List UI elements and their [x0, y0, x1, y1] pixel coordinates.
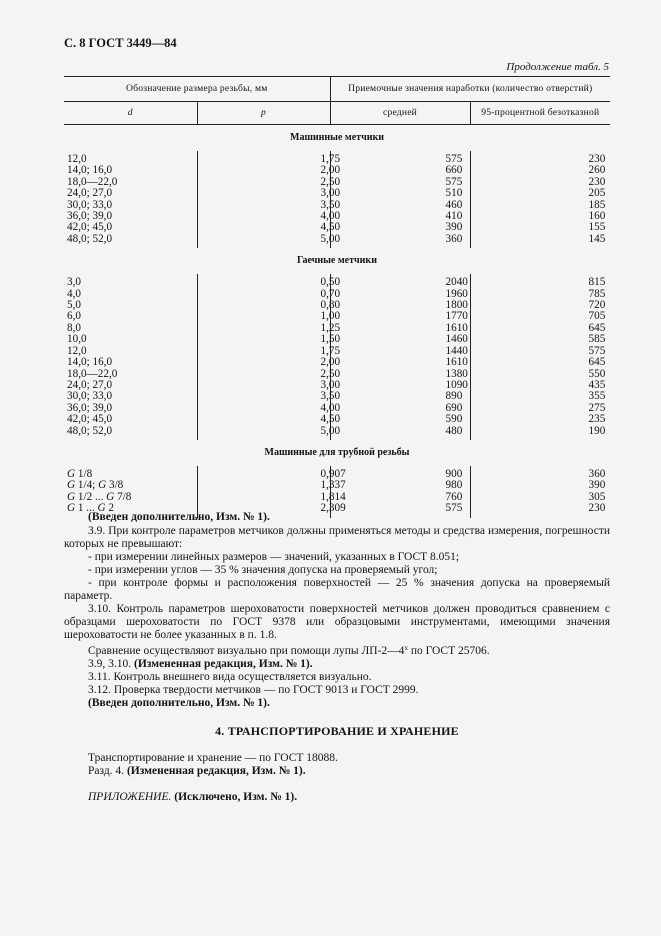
table-cell: 645	[470, 323, 610, 334]
table-cell: 18,0—22,0	[67, 367, 118, 380]
table-cell: 3,50	[197, 391, 330, 402]
table-cell: 390	[330, 222, 470, 233]
table-cell: 815	[470, 274, 610, 288]
table-cell: 30,0; 33,0	[67, 390, 113, 403]
table-cell: 6,0	[67, 310, 81, 323]
table-cell: 30,0; 33,0	[67, 198, 113, 211]
table-cell: 1770	[330, 311, 470, 322]
table-cell: 2,00	[197, 357, 330, 368]
table-cell: 230	[470, 177, 610, 188]
table-cell: 1610	[330, 323, 470, 334]
header-d: d	[64, 102, 197, 125]
note-added-1: (Введен дополнительно, Изм. № 1).	[88, 511, 270, 523]
table-cell: 2,50	[197, 369, 330, 380]
table-cell: 590	[330, 414, 470, 425]
table-cell: 1460	[330, 334, 470, 345]
bullet-angles: - при измерении углов — 35 % значения допуска на проверяемый угол;	[88, 564, 438, 576]
para-3-10: 3.10. Контроль параметров шероховатости поверхностей метчиков должен проводиться сравнением с образцами шероховатости по ГОСТ 9378 или образцовыми инструментами, имеющими значения шероховатости не более указанных в п. 1.8.	[64, 603, 610, 641]
table-row	[64, 414, 610, 425]
table-cell: 230	[470, 151, 610, 165]
table-cell: 48,0; 52,0	[67, 232, 113, 245]
table-row	[64, 357, 610, 368]
table-cell: 390	[470, 480, 610, 491]
table-cell: 900	[330, 466, 470, 480]
table-cell: 14,0; 16,0	[67, 356, 113, 369]
table-cell: 3,50	[197, 200, 330, 211]
para-compare: Сравнение осуществляют визуально при помощи лупы ЛП-2—4$^x$ по ГОСТ 25706.	[88, 644, 490, 657]
section-title: Машинные метчики	[290, 132, 384, 143]
table-cell: 1,25	[197, 323, 330, 334]
table-cell: 575	[330, 503, 470, 517]
table-cell: 1,50	[197, 334, 330, 345]
table-cell: 2,309	[197, 503, 330, 517]
table-cell: 645	[470, 357, 610, 368]
table-continuation-label: Продолжение табл. 5	[506, 61, 609, 73]
para-razd-4: Разд. 4. (Измененная редакция, Изм. № 1).	[88, 765, 306, 777]
table-cell: 1090	[330, 380, 470, 391]
table-cell: 5,00	[197, 426, 330, 440]
table-cell: 575	[330, 151, 470, 165]
table-cell: 1,337	[197, 480, 330, 491]
table-cell: 575	[330, 177, 470, 188]
table-cell: G 1/2 ... G 7/8	[67, 490, 132, 503]
table-cell: 42,0; 45,0	[67, 413, 113, 426]
table-cell: 4,00	[197, 211, 330, 222]
para-appendix: ПРИЛОЖЕНИЕ. (Исключено, Изм. № 1).	[88, 791, 298, 803]
table-cell: 3,00	[197, 380, 330, 391]
table-cell: 4,50	[197, 414, 330, 425]
table-cell: 1960	[330, 289, 470, 300]
table-cell: 1800	[330, 300, 470, 311]
table-cell: 435	[470, 380, 610, 391]
table-cell: 1,75	[197, 151, 330, 165]
table-cell: 460	[330, 200, 470, 211]
para-3-12: 3.12. Проверка твердости метчиков — по ГОСТ 9013 и ГОСТ 2999.	[88, 684, 419, 696]
bullet-form: - при контроле формы и расположения поверхностей — 25 % значения допуска на проверяемый параметр.	[64, 577, 610, 602]
table-cell: 24,0; 27,0	[67, 378, 113, 391]
page-header: С. 8 ГОСТ 3449—84	[64, 36, 177, 50]
table-cell: 18,0—22,0	[67, 175, 118, 188]
header-acceptance-values: Приемочные значения наработки (количество отверстий)	[330, 77, 610, 102]
table-cell: 0,70	[197, 289, 330, 300]
table-cell: 0,80	[197, 300, 330, 311]
table-cell: 980	[330, 480, 470, 491]
table-cell: 575	[470, 346, 610, 357]
table-cell: 24,0; 27,0	[67, 187, 113, 200]
table-cell: 760	[330, 492, 470, 503]
table-cell: 1,75	[197, 346, 330, 357]
header-p: p	[197, 102, 330, 125]
header-average: средней	[330, 102, 470, 125]
table-cell: 4,0	[67, 287, 81, 300]
table-cell: 4,50	[197, 222, 330, 233]
table-cell: 2,50	[197, 177, 330, 188]
table-cell: 275	[470, 403, 610, 414]
table-row	[64, 426, 610, 440]
table-cell: 4,00	[197, 403, 330, 414]
table-cell: 585	[470, 334, 610, 345]
table-cell: 360	[330, 234, 470, 248]
table-cell: 205	[470, 188, 610, 199]
table-cell: 1380	[330, 369, 470, 380]
para-3-9: 3.9. При контроле параметров метчиков должны применяться методы и средства измерения, погрешности которых не превышают:	[64, 525, 610, 550]
table-cell: 230	[470, 503, 610, 517]
table-cell: 160	[470, 211, 610, 222]
para-transport: Транспортирование и хранение — по ГОСТ 18088.	[88, 752, 338, 764]
table-cell: 705	[470, 311, 610, 322]
table-row	[64, 151, 610, 165]
table-row	[64, 274, 610, 288]
table-cell: 890	[330, 391, 470, 402]
table-cell: 2,00	[197, 165, 330, 176]
table-cell: 360	[470, 466, 610, 480]
table-cell: 14,0; 16,0	[67, 164, 113, 177]
table-cell: 1,814	[197, 492, 330, 503]
table-5	[64, 76, 610, 518]
body-text	[64, 511, 610, 710]
table-cell: 720	[470, 300, 610, 311]
table-cell: 785	[470, 289, 610, 300]
table-row	[64, 188, 610, 199]
table-cell: 12,0	[67, 344, 87, 357]
table-cell: 2040	[330, 274, 470, 288]
table-cell: 10,0	[67, 333, 87, 346]
table-cell: 190	[470, 426, 610, 440]
table-cell: 1440	[330, 346, 470, 357]
para-ref-3-9-3-10: 3.9, 3.10. (Измененная редакция, Изм. № 1).	[88, 658, 313, 670]
table-cell: 355	[470, 391, 610, 402]
table-cell: 36,0; 39,0	[67, 210, 113, 223]
table-cell: 42,0; 45,0	[67, 221, 113, 234]
table-cell: 5,00	[197, 234, 330, 248]
table-cell: 36,0; 39,0	[67, 401, 113, 414]
table-cell: 0,50	[197, 274, 330, 288]
header-thread-size: Обозначение размера резьбы, мм	[64, 77, 330, 102]
table-cell: G 1/8	[67, 467, 93, 480]
section-title: Гаечные метчики	[297, 255, 377, 267]
table-cell: 410	[330, 211, 470, 222]
table-cell: 5,0	[67, 299, 81, 312]
header-95-percent: 95-процентной безотказной	[470, 102, 610, 125]
table-cell: G 1/4; G 3/8	[67, 479, 124, 492]
table-row	[64, 466, 610, 480]
table-cell: 145	[470, 234, 610, 248]
table-cell: G 1 ... G 2	[67, 502, 114, 515]
table-cell: 1,00	[197, 311, 330, 322]
para-3-11: 3.11. Контроль внешнего вида осуществляется визуально.	[88, 671, 372, 683]
table-cell: 660	[330, 165, 470, 176]
table-cell: 155	[470, 222, 610, 233]
table-cell: 550	[470, 369, 610, 380]
table-cell: 480	[330, 426, 470, 440]
table-cell: 260	[470, 165, 610, 176]
table-cell: 3,0	[67, 276, 81, 289]
table-cell: 1610	[330, 357, 470, 368]
table-cell: 305	[470, 492, 610, 503]
table-cell: 12,0	[67, 153, 87, 165]
table-cell: 8,0	[67, 321, 81, 334]
note-added-2: (Введен дополнительно, Изм. № 1).	[88, 697, 270, 709]
section-4-title: 4. ТРАНСПОРТИРОВАНИЕ И ХРАНЕНИЕ	[215, 724, 459, 738]
table-row	[64, 234, 610, 248]
table-cell: 510	[330, 188, 470, 199]
table-cell: 185	[470, 200, 610, 211]
section-4-text	[64, 752, 610, 804]
table-row	[64, 391, 610, 402]
table-cell: 3,00	[197, 188, 330, 199]
section-title: Машинные для трубной резьбы	[264, 446, 410, 458]
table-cell: 0,907	[197, 466, 330, 480]
table-row	[64, 334, 610, 345]
table-cell: 235	[470, 414, 610, 425]
table-cell: 690	[330, 403, 470, 414]
table-cell: 48,0; 52,0	[67, 424, 113, 437]
bullet-linear: - при измерении линейных размеров — значений, указанных в ГОСТ 8.051;	[88, 551, 460, 563]
